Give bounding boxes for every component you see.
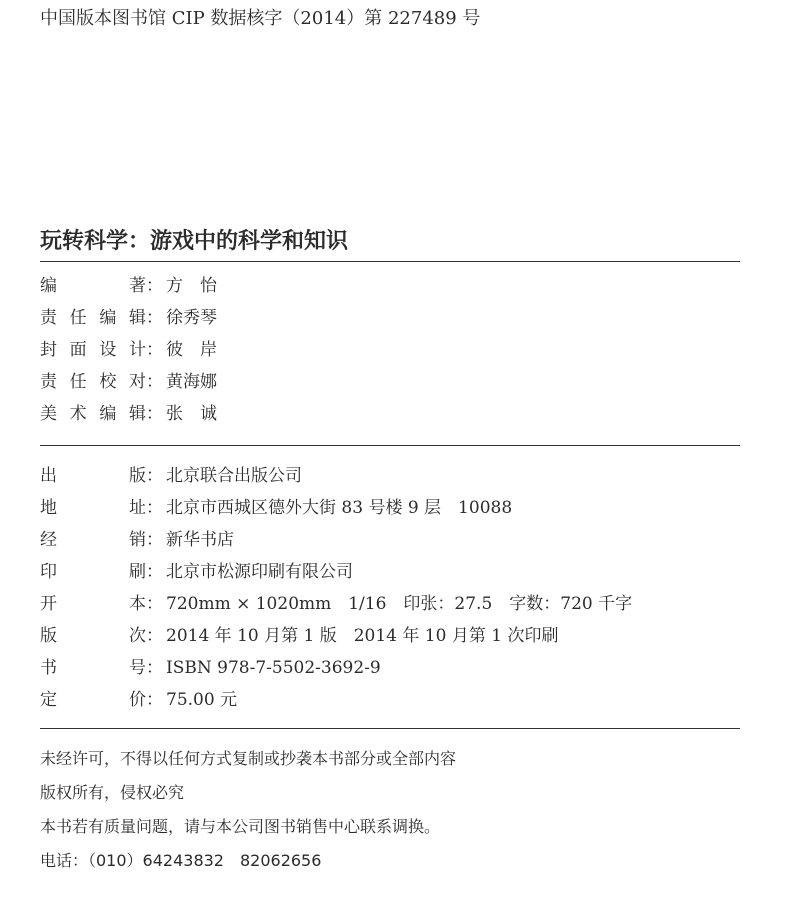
pub-row: 书 号 ： ISBN 978-7-5502-3692-9 [40,652,632,684]
pub-value: 2014 年 10 月第 1 版 2014 年 10 月第 1 次印刷 [166,626,559,646]
credit-value: 方 怡 [166,276,217,296]
pub-value: 北京联合出版公司 [166,466,302,486]
credit-label: 封 面 设 计 [40,340,146,360]
pub-row: 开 本 ： 720mm × 1020mm 1/16 印张：27.5 字数：720 千字 [40,588,632,620]
rights-reserved: 版权所有，侵权必究 [40,783,185,802]
credit-value: 彼 岸 [166,340,217,360]
pub-value: 75.00 元 [166,690,238,710]
pub-value: ISBN 978-7-5502-3692-9 [166,658,381,678]
credit-row: 责 任 校 对 ： 黄海娜 [40,366,217,398]
pub-row: 版 次 ： 2014 年 10 月第 1 版 2014 年 10 月第 1 次印刷 [40,620,632,652]
pub-row: 定 价 ： 75.00 元 [40,684,632,716]
credit-value: 张 诚 [166,404,217,424]
pub-label: 版 次 [40,626,146,646]
credit-label: 编 著 [40,276,146,296]
pub-row: 经 销 ： 新华书店 [40,524,632,556]
credits-list [40,270,217,430]
book-title: 玩转科学：游戏中的科学和知识 [40,229,349,254]
pub-label: 书 号 [40,658,146,678]
divider-top [40,261,740,262]
credit-row: 编 著 ： 方 怡 [40,270,217,302]
credit-label: 责 任 校 对 [40,372,146,392]
credit-row: 封 面 设 计 ： 彼 岸 [40,334,217,366]
credit-label: 美 术 编 辑 [40,404,146,424]
pub-label: 开 本 [40,594,146,614]
phone-number: 电话：（010）64243832 82062656 [40,851,322,870]
pub-label: 地 址 [40,498,146,518]
pub-value: 新华书店 [166,530,234,550]
divider-bottom [40,728,740,729]
pub-row: 地 址 ： 北京市西城区德外大街 83 号楼 9 层 10088 [40,492,632,524]
pub-value: 北京市松源印刷有限公司 [166,562,353,582]
pub-row: 印 刷 ： 北京市松源印刷有限公司 [40,556,632,588]
pub-label: 印 刷 [40,562,146,582]
quality-notice: 本书若有质量问题，请与本公司图书销售中心联系调换。 [40,817,441,836]
pub-label: 经 销 [40,530,146,550]
credit-row: 责 任 编 辑 ： 徐秀琴 [40,302,217,334]
credit-row: 美 术 编 辑 ： 张 诚 [40,398,217,430]
pub-row: 出 版 ： 北京联合出版公司 [40,460,632,492]
divider-middle [40,445,740,446]
pub-label: 出 版 [40,466,146,486]
cip-record: 中国版本图书馆 CIP 数据核字（2014）第 227489 号 [40,8,481,29]
pub-value: 720mm × 1020mm 1/16 印张：27.5 字数：720 千字 [166,594,633,614]
publication-info [40,460,632,716]
pub-value: 北京市西城区德外大街 83 号楼 9 层 10088 [166,498,513,518]
copyright-footer [40,742,456,878]
pub-label: 定 价 [40,690,146,710]
credit-value: 黄海娜 [166,372,217,392]
copyright-notice: 未经许可，不得以任何方式复制或抄袭本书部分或全部内容 [40,749,457,768]
credit-value: 徐秀琴 [166,308,217,328]
credit-label: 责 任 编 辑 [40,308,146,328]
